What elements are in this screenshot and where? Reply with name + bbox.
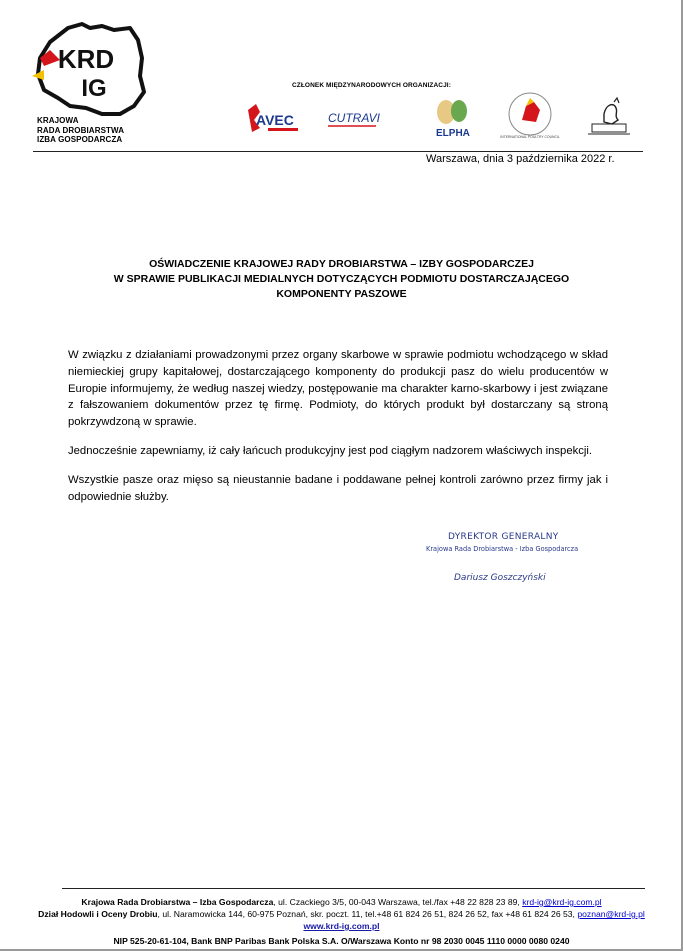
org-name-line: IZBA GOSPODARCZA [37,135,123,144]
footer-poznan-email-link[interactable]: poznan@krd-ig.pl [577,909,645,919]
title-line: W SPRAWIE PUBLIKACJI MEDIALNYCH DOTYCZĄCYCH PODMIOTU DOSTARCZAJĄCEGO [113,273,570,285]
elpha-logo [430,96,476,140]
footer-bank-info: NIP 525-20-61-104, Bank BNP Paribas Bank Polska S.A. O/Warszawa Konto nr 98 2030 0045 1110 0000 0080 0240 [113,936,570,946]
org-name-line: RADA DROBIARSTWA [37,125,125,135]
footer-line-3 [0,921,683,931]
footer-line-1 [0,897,683,907]
footer-line-4 [0,936,683,946]
signature-name: Dariusz Goszczyński [454,573,546,583]
logo-text-2: IG [81,75,107,102]
document-date: Warszawa, dnia 3 października 2022 r. [426,153,615,165]
footer-address: , ul. Czackiego 3/5, 00-043 Warszawa, tel./fax +48 22 828 23 89, [273,897,520,907]
signature-title: DYREKTOR GENERALNY [448,532,559,542]
ipc-text: INTERNATIONAL POULTRY COUNCIL [500,135,560,139]
title-line: OŚWIADCZENIE KRAJOWEJ RADY DROBIARSTWA – IZBY GOSPODARCZEJ [149,258,534,270]
cutravi-logo [326,106,380,132]
footer-org: Krajowa Rada Drobiarstwa – Izba Gospodarcza [81,897,274,907]
footer-dept-address: , ul. Naramowicka 144, 60-975 Poznań, skr. poczt. 11, tel.+48 61 824 26 51, 824 26 52, fax +48 61 824 26 53, [157,909,575,919]
footer-line-2 [0,909,683,919]
footer-divider [62,888,645,889]
body-paragraph: W związku z działaniami prowadzonymi przez organy skarbowe w sprawie podmiotu wchodzącego w skład niemieckiej grupy kapitałowej, dostarczającego komponenty do produkcji pasz do wielu producentów w Europie informujemy, że według naszej wiedzy, postępowanie ma charakter karno-skarbowy i jest związane z fałszowaniem dokumentów przez tę firmę. Podmioty, do których produkt był dostarczany są stroną pokrzywdzoną w sprawie. [68,349,608,429]
logo-text-1: KRD [57,44,115,74]
org-name [37,116,124,145]
footer-website-link[interactable]: www.krd-ig.com.pl [303,921,380,931]
org-name-line: KRAJOWA [37,116,79,125]
rooster-emblem-logo [584,94,634,138]
footer-dept: Dział Hodowli i Oceny Drobiu [38,909,158,919]
krd-ig-logo [30,18,150,128]
cutravi-text: CUTRAVI [328,111,381,125]
footer-email-link[interactable]: krd-ig@krd-ig.com.pl [522,897,602,907]
title-line: KOMPONENTY PASZOWE [276,288,407,300]
avec-text: AVEC [256,112,294,128]
document-body [68,347,608,517]
ipc-logo [500,88,560,140]
body-paragraph: Wszystkie pasze oraz mięso są nieustannie badane i poddawane pełnej kontroli zarówno przez firmy jak i odpowiednie służby. [68,473,608,503]
body-paragraph: Jednocześnie zapewniamy, iż cały łańcuch produkcyjny jest pod ciągłym nadzorem właściwych inspekcji. [68,444,593,457]
member-label: CZŁONEK MIĘDZYNARODOWYCH ORGANIZACJI: [292,82,451,89]
header-divider [33,151,643,152]
elpha-text: ELPHA [436,128,470,139]
avec-logo [244,100,302,136]
document-title [60,257,623,302]
signature-org: Krajowa Rada Drobiarstwa - Izba Gospodarcza [426,545,579,553]
